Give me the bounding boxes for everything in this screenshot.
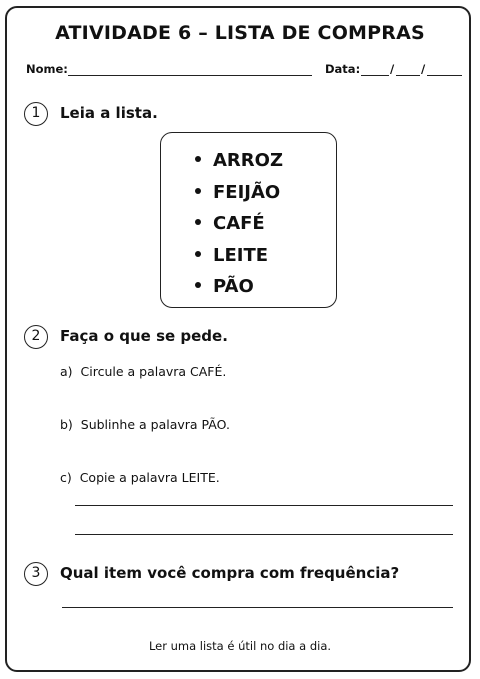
list-item [195, 240, 283, 272]
item-label: a) [60, 364, 73, 379]
item-label: b) [60, 417, 73, 432]
list-item [195, 208, 283, 240]
list-item [195, 145, 283, 177]
answer-line-c-2[interactable] [75, 534, 453, 535]
question-1-text: Leia a lista. [60, 104, 158, 122]
date-label: Data: [325, 62, 361, 76]
list-item-text: PÃO [213, 276, 254, 297]
question-2-text: Faça o que se pede. [60, 327, 228, 345]
list-item-text: LEITE [213, 244, 269, 266]
worksheet-title: ATIVIDADE 6 – LISTA DE COMPRAS [55, 22, 425, 44]
name-label: Nome: [26, 62, 68, 76]
bullet-icon [195, 251, 201, 257]
question-2-item-a [60, 364, 226, 379]
item-text: Sublinhe a palavra PÃO. [80, 417, 230, 432]
date-separator: / [421, 62, 426, 76]
date-separator: / [390, 62, 395, 76]
item-label: c) [60, 470, 72, 485]
bullet-icon [195, 219, 201, 225]
question-1-number: 1 [24, 102, 48, 126]
list-item-text: ARROZ [213, 150, 284, 171]
name-line[interactable] [68, 75, 312, 76]
question-2-number: 2 [24, 325, 48, 349]
date-year-line[interactable] [427, 75, 462, 76]
bullet-icon [195, 188, 201, 194]
question-2-item-b [60, 417, 230, 432]
question-3-text: Qual item você compra com frequência? [60, 564, 400, 582]
list-item [195, 271, 283, 303]
list-item-text: CAFÉ [213, 213, 265, 234]
bullet-icon [195, 156, 201, 162]
footer-note: Ler uma lista é útil no dia a dia. [148, 639, 332, 653]
date-day-line[interactable] [361, 75, 389, 76]
question-3-number: 3 [24, 562, 48, 586]
list-item-text: FEIJÃO [213, 181, 281, 203]
item-text: Copie a palavra LEITE. [79, 470, 220, 485]
answer-line-c-1[interactable] [75, 505, 453, 506]
answer-line-3[interactable] [62, 607, 453, 608]
shopping-list-box [160, 132, 337, 308]
item-text: Circule a palavra CAFÉ. [80, 364, 227, 379]
date-month-line[interactable] [396, 75, 420, 76]
bullet-icon [195, 282, 201, 288]
list-item [195, 177, 283, 209]
question-2-item-c [60, 470, 220, 485]
